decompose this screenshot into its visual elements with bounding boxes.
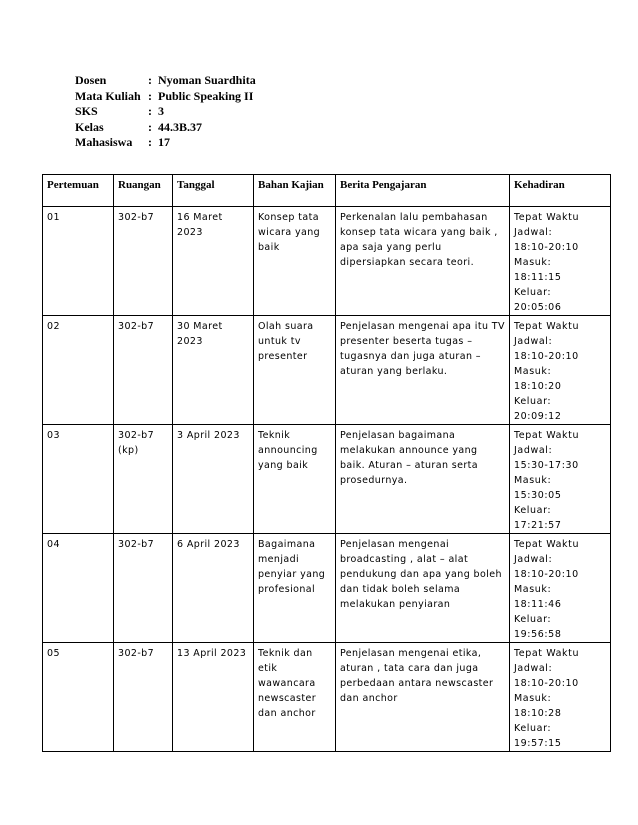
status-text: Tepat Waktu	[514, 648, 580, 659]
cell-pertemuan: 03	[43, 425, 114, 534]
jadwal-value: 18:10-20:10	[514, 678, 579, 689]
cell-pertemuan: 05	[43, 643, 114, 752]
jadwal-value: 18:10-20:10	[514, 351, 579, 362]
jadwal-value: 18:10-20:10	[514, 242, 579, 253]
keluar-label: Keluar:	[514, 505, 552, 516]
keluar-value: 19:56:58	[514, 629, 562, 640]
jadwal-label: Jadwal:	[514, 663, 553, 674]
cell-bahan-kajian: Bagaimana menjadi penyiar yang profesional	[254, 534, 336, 643]
masuk-value: 18:10:20	[514, 381, 562, 392]
cell-bahan-kajian: Olah suara untuk tv presenter	[254, 316, 336, 425]
keluar-value: 20:09:12	[514, 411, 562, 422]
info-separator: :	[148, 73, 152, 87]
cell-berita-pengajaran: Penjelasan mengenai etika, aturan , tata cara dan juga perbedaan antara newscaster dan anchor	[336, 643, 510, 752]
info-value: 44.3B.37	[158, 119, 203, 134]
cell-kehadiran	[510, 643, 611, 752]
info-row-mata-kuliah	[75, 89, 256, 105]
info-value: Public Speaking II	[158, 88, 254, 103]
table-row	[43, 643, 611, 752]
keluar-value: 17:21:57	[514, 520, 562, 531]
cell-ruangan: 302-b7	[114, 643, 173, 752]
table-row	[43, 425, 611, 534]
masuk-label: Masuk:	[514, 366, 552, 377]
jadwal-label: Jadwal:	[514, 445, 553, 456]
info-label: Dosen	[75, 73, 107, 87]
attendance-table	[42, 174, 611, 752]
info-row-kelas	[75, 120, 256, 136]
info-value: 3	[158, 104, 164, 118]
cell-tanggal: 13 April 2023	[173, 643, 254, 752]
info-label: Mahasiswa	[75, 135, 133, 149]
cell-tanggal: 3 April 2023	[173, 425, 254, 534]
info-label: Kelas	[75, 119, 104, 134]
cell-ruangan: 302-b7 (kp)	[114, 425, 173, 534]
masuk-value: 18:10:28	[514, 708, 562, 719]
header-tanggal: Tanggal	[173, 175, 254, 207]
info-row-dosen	[75, 73, 256, 89]
masuk-label: Masuk:	[514, 257, 552, 268]
header-bahan-kajian: Bahan Kajian	[254, 175, 336, 207]
cell-ruangan: 302-b7	[114, 316, 173, 425]
keluar-label: Keluar:	[514, 396, 552, 407]
info-row-sks	[75, 104, 256, 120]
header-pertemuan: Pertemuan	[43, 175, 114, 207]
header-ruangan: Ruangan	[114, 175, 173, 207]
header-kehadiran: Kehadiran	[510, 175, 611, 207]
cell-berita-pengajaran: Penjelasan mengenai broadcasting , alat – alat pendukung dan apa yang boleh dan tidak boleh selama melakukan penyiaran	[336, 534, 510, 643]
jadwal-value: 18:10-20:10	[514, 569, 579, 580]
cell-bahan-kajian: Teknik dan etik wawancara newscaster dan anchor	[254, 643, 336, 752]
info-value: 17	[158, 135, 170, 149]
status-text: Tepat Waktu	[514, 539, 580, 550]
cell-bahan-kajian: Konsep tata wicara yang baik	[254, 207, 336, 316]
cell-tanggal: 6 April 2023	[173, 534, 254, 643]
keluar-value: 20:05:06	[514, 302, 562, 313]
info-value: Nyoman Suardhita	[158, 73, 256, 87]
keluar-label: Keluar:	[514, 287, 552, 298]
info-separator: :	[148, 119, 152, 134]
jadwal-label: Jadwal:	[514, 336, 553, 347]
masuk-label: Masuk:	[514, 475, 552, 486]
course-info	[75, 73, 256, 151]
keluar-value: 19:57:15	[514, 738, 562, 749]
header-berita-pengajaran: Berita Pengajaran	[336, 175, 510, 207]
masuk-value: 18:11:46	[514, 599, 562, 610]
cell-berita-pengajaran: Penjelasan bagaimana melakukan announce yang baik. Aturan – aturan serta prosedurnya.	[336, 425, 510, 534]
cell-berita-pengajaran: Perkenalan lalu pembahasan konsep tata wicara yang baik , apa saja yang perlu dipersiapkan secara teori.	[336, 207, 510, 316]
table-header-row	[43, 175, 611, 207]
info-separator: :	[148, 104, 152, 118]
table-row	[43, 534, 611, 643]
status-text: Tepat Waktu	[514, 430, 580, 441]
cell-pertemuan: 01	[43, 207, 114, 316]
masuk-label: Masuk:	[514, 693, 552, 704]
info-separator: :	[148, 135, 152, 149]
info-label: Mata Kuliah	[75, 88, 141, 103]
cell-berita-pengajaran: Penjelasan mengenai apa itu TV presenter beserta tugas – tugasnya dan juga aturan – aturan yang berlaku.	[336, 316, 510, 425]
jadwal-label: Jadwal:	[514, 554, 553, 565]
masuk-label: Masuk:	[514, 584, 552, 595]
info-separator: :	[148, 88, 152, 103]
cell-pertemuan: 04	[43, 534, 114, 643]
masuk-value: 15:30:05	[514, 490, 562, 501]
cell-ruangan: 302-b7	[114, 534, 173, 643]
status-text: Tepat Waktu	[514, 321, 580, 332]
cell-kehadiran	[510, 207, 611, 316]
keluar-label: Keluar:	[514, 723, 552, 734]
cell-ruangan: 302-b7	[114, 207, 173, 316]
cell-kehadiran	[510, 534, 611, 643]
info-label: SKS	[75, 104, 98, 118]
keluar-label: Keluar:	[514, 614, 552, 625]
jadwal-label: Jadwal:	[514, 227, 553, 238]
cell-tanggal: 16 Maret 2023	[173, 207, 254, 316]
cell-pertemuan: 02	[43, 316, 114, 425]
cell-kehadiran	[510, 316, 611, 425]
cell-bahan-kajian: Teknik announcing yang baik	[254, 425, 336, 534]
info-row-mahasiswa	[75, 135, 256, 151]
cell-tanggal: 30 Maret 2023	[173, 316, 254, 425]
table-row	[43, 207, 611, 316]
table-row	[43, 316, 611, 425]
status-text: Tepat Waktu	[514, 212, 580, 223]
jadwal-value: 15:30-17:30	[514, 460, 579, 471]
cell-kehadiran	[510, 425, 611, 534]
masuk-value: 18:11:15	[514, 272, 562, 283]
